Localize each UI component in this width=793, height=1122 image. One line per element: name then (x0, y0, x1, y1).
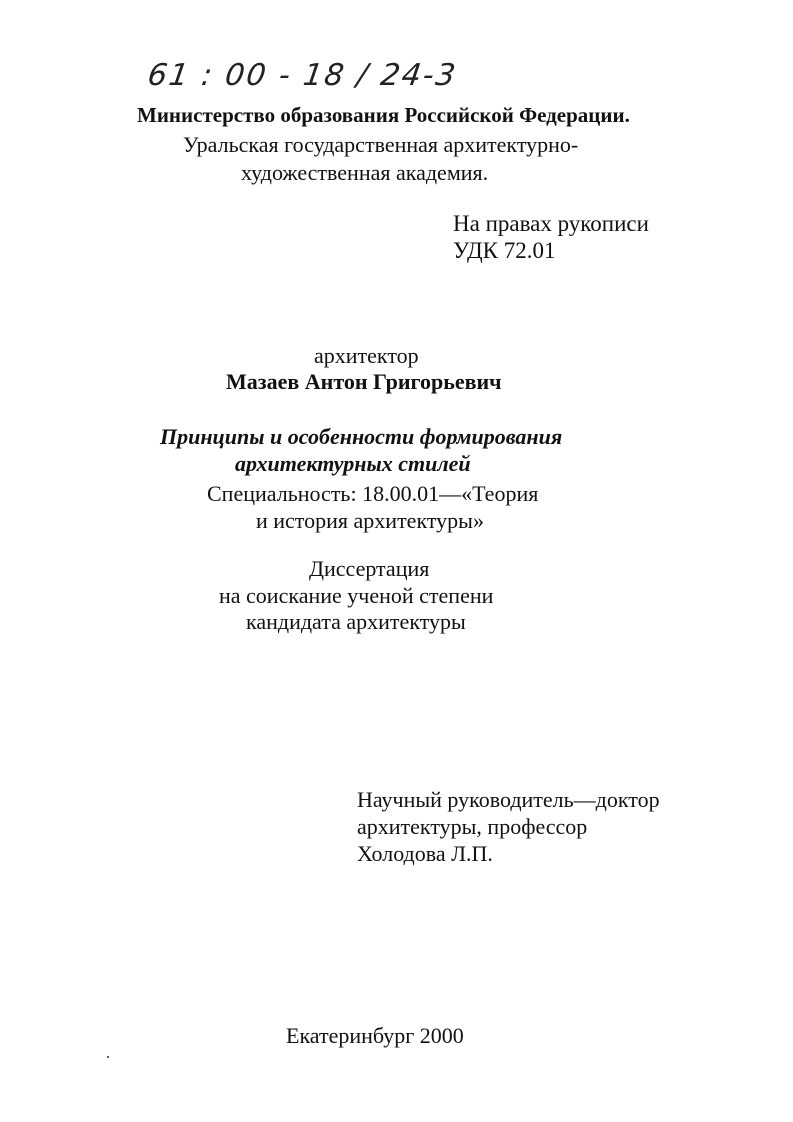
dissertation-title-line1: Принципы и особенности формирования (160, 424, 563, 449)
manuscript-rights: На правах рукописи (453, 211, 649, 236)
degree-line3: кандидата архитектуры (246, 609, 466, 634)
city-year: Екатеринбург 2000 (286, 1023, 464, 1048)
dissertation-title-line2: архитектурных стилей (235, 451, 471, 476)
ministry-name: Министерство образования Российской Федерации. (137, 103, 630, 127)
supervisor-name: Холодова Л.П. (357, 841, 493, 866)
degree-line1: Диссертация (309, 556, 430, 581)
academy-name-line2: художественная академия. (241, 160, 489, 185)
supervisor-line2: архитектуры, профессор (357, 814, 588, 839)
degree-line2: на соискание ученой степени (219, 583, 494, 608)
scan-speck (107, 1056, 109, 1058)
academy-name-line1: Уральская государственная архитектурно- (183, 132, 579, 157)
udk-code: УДК 72.01 (453, 238, 556, 263)
supervisor-line1: Научный руководитель—доктор (357, 787, 660, 812)
author-role: архитектор (314, 343, 419, 368)
author-name: Мазаев Антон Григорьевич (226, 369, 502, 394)
handwritten-archive-code: 61 : 00 - 18 / 24-3 (145, 58, 460, 93)
specialty-line1: Специальность: 18.00.01—«Теория (207, 481, 539, 506)
specialty-line2: и история архитектуры» (256, 508, 484, 533)
